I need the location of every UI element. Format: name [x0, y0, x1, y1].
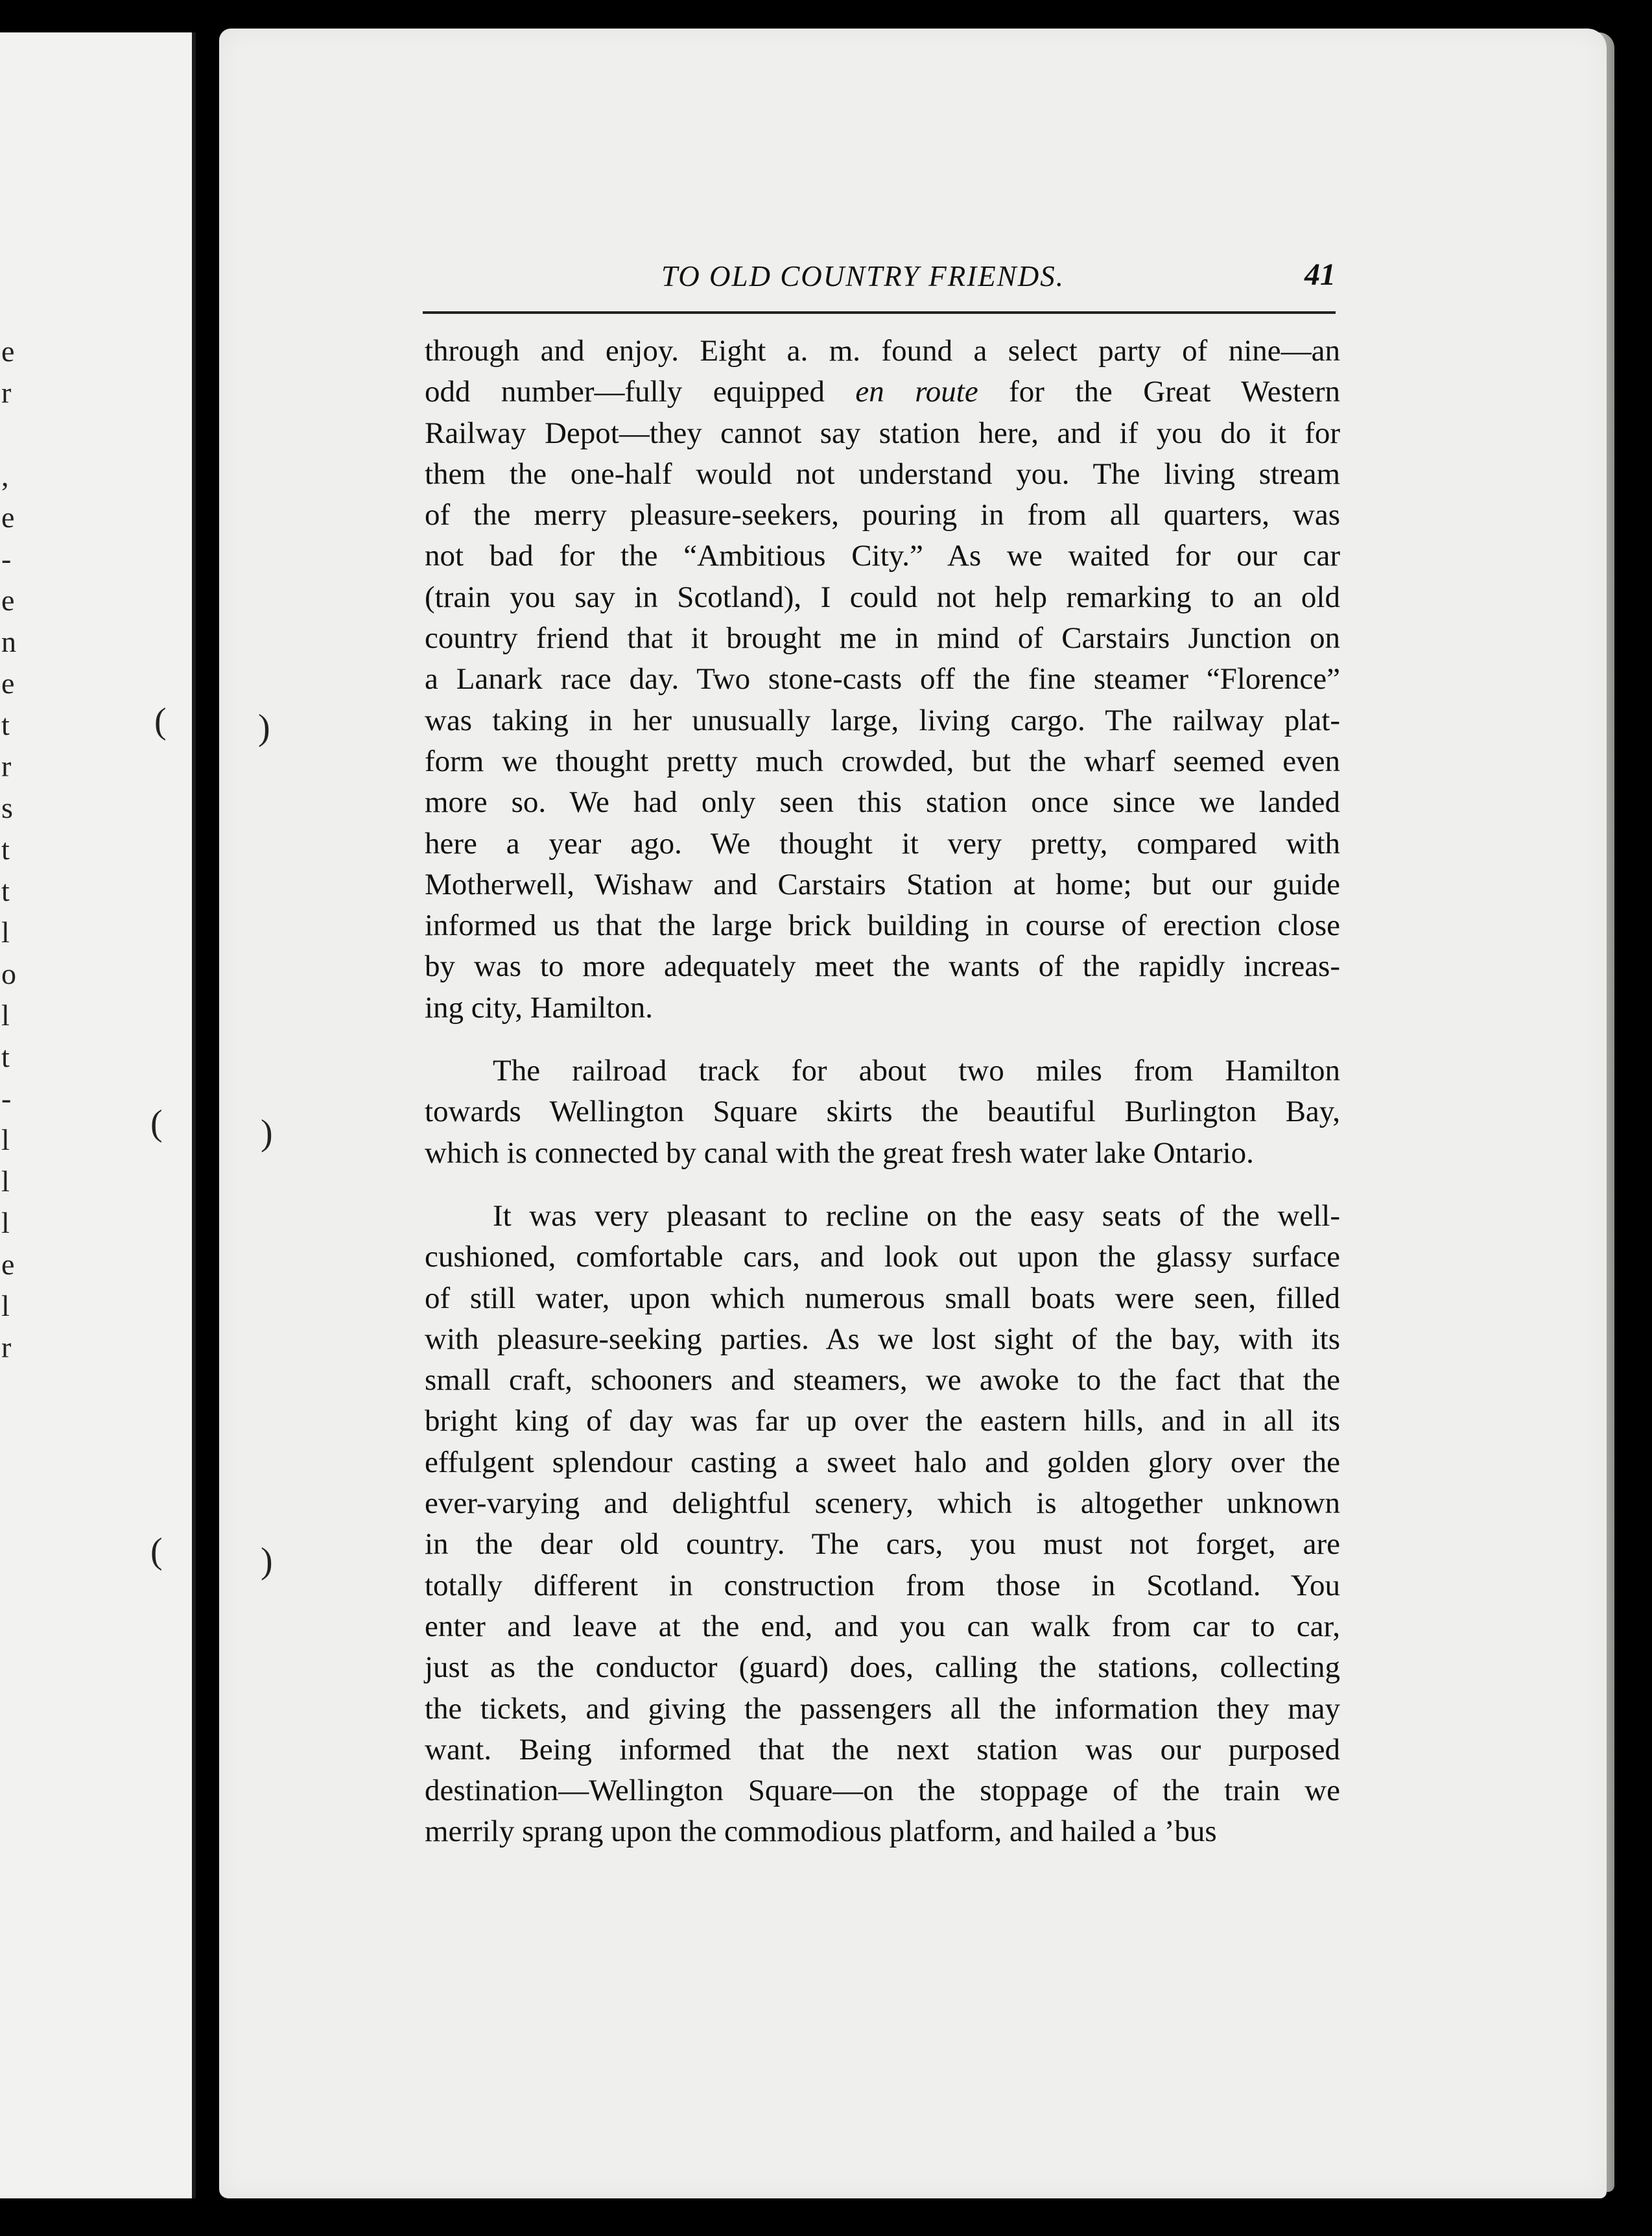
text-line: towards Wellington Square skirts the beautiful Burlington Bay,	[425, 1095, 1340, 1129]
text-line: the tickets, and giving the passengers all the information they may	[425, 1691, 1340, 1726]
text-line: odd number—fully equipped en route for the Great Western	[425, 375, 1340, 409]
paragraph	[425, 1196, 1340, 1853]
text-line: It was very pleasant to recline on the easy seats of the well-	[493, 1198, 1340, 1233]
edge-letter: r	[1, 376, 12, 409]
gutter-mark: (	[154, 701, 167, 741]
text-line: more so. We had only seen this station once since we landed	[425, 785, 1340, 820]
text-line: just as the conductor (guard) does, calling the stations, collecting	[425, 1650, 1340, 1685]
text-line: (train you say in Scotland), I could not help remarking to an old	[425, 580, 1340, 614]
text-line: enter and leave at the end, and you can walk from car to car,	[425, 1609, 1340, 1643]
text-line: with pleasure-seeking parties. As we lost sight of the bay, with its	[425, 1322, 1340, 1356]
text-line: merrily sprang upon the commodious platform, and hailed a ’bus	[425, 1814, 1217, 1849]
edge-letter: l	[1, 1165, 10, 1198]
text-line: Railway Depot—they cannot say station here, and if you do it for	[425, 416, 1340, 450]
facing-page-letters	[0, 331, 18, 1368]
text-line: which is connected by canal with the great fresh water lake Ontario.	[425, 1136, 1254, 1170]
edge-letter: e	[1, 501, 15, 534]
edge-letter: r	[1, 750, 12, 783]
text-line: by was to more adequately meet the wants of the rapidly increas-	[425, 949, 1340, 984]
text-line: informed us that the large brick building in course of erection close	[425, 909, 1340, 943]
edge-letter: n	[1, 625, 16, 658]
edge-letter: e	[1, 584, 15, 617]
edge-letter: l	[1, 1289, 10, 1322]
text-line: them the one-half would not understand you. The living stream	[425, 457, 1340, 491]
paragraph	[425, 1051, 1340, 1174]
edge-letter: o	[1, 957, 16, 990]
text-line: want. Being informed that the next station was our purposed	[425, 1732, 1340, 1766]
text-line: ing city, Hamilton.	[425, 990, 654, 1025]
text-line: country friend that it brought me in mind of Carstairs Junction on	[425, 621, 1340, 656]
text-line: not bad for the “Ambitious City.” As we waited for our car	[425, 539, 1340, 573]
facing-page-edge	[0, 32, 196, 2198]
text-line: effulgent splendour casting a sweet halo and golden glory over the	[425, 1445, 1340, 1479]
text-line: Motherwell, Wishaw and Carstairs Station at home; but our guide	[425, 867, 1340, 901]
edge-letter: t	[1, 874, 10, 907]
edge-letter: l	[1, 1206, 10, 1239]
edge-letter: e	[1, 1248, 15, 1281]
text-line: The railroad track for about two miles from Hamilton	[493, 1054, 1340, 1088]
text-line: was taking in her unusually large, living cargo. The railway plat-	[425, 703, 1340, 737]
text-line: cushioned, comfortable cars, and look out upon the glassy surface	[425, 1240, 1340, 1274]
gutter-mark: (	[150, 1531, 163, 1571]
text-line: totally different in construction from those in Scotland. You	[425, 1568, 1340, 1602]
body-text	[425, 331, 1340, 1853]
text-line: small craft, schooners and steamers, we awoke to the fact that the	[425, 1363, 1340, 1398]
edge-letter: s	[1, 791, 13, 824]
edge-letter: t	[1, 1040, 10, 1073]
edge-letter: r	[1, 1331, 12, 1364]
header-rule	[423, 311, 1336, 314]
text-line: here a year ago. We thought it very pretty, compared with	[425, 826, 1340, 861]
edge-letter: l	[1, 1123, 10, 1156]
edge-letter: ,	[1, 459, 9, 492]
text-line: form we thought pretty much crowded, but the wharf seemed even	[425, 744, 1340, 778]
edge-letter: e	[1, 335, 15, 368]
text-line: a Lanark race day. Two stone-casts off the fine steamer “Florence”	[425, 662, 1340, 696]
running-header: TO OLD COUNTRY FRIENDS.	[661, 260, 1065, 292]
text-line: of the merry pleasure-seekers, pouring in from all quarters, was	[425, 498, 1340, 532]
gutter-mark: (	[150, 1103, 163, 1143]
text-line: through and enjoy. Eight a. m. found a select party of nine—an	[425, 334, 1340, 368]
text-line: in the dear old country. The cars, you must not forget, are	[425, 1527, 1340, 1562]
edge-letter: t	[1, 833, 10, 866]
gutter-mark: )	[261, 1541, 273, 1581]
edge-letter	[1, 414, 18, 455]
text-line: ever-varying and delightful scenery, which is altogether unknown	[425, 1486, 1340, 1521]
text-line: of still water, upon which numerous small boats were seen, filled	[425, 1281, 1340, 1315]
edge-letter: t	[1, 708, 10, 741]
edge-letter: e	[1, 667, 15, 700]
edge-letter: -	[1, 1082, 12, 1115]
page-number: 41	[1304, 257, 1336, 292]
edge-letter: l	[1, 916, 10, 949]
edge-letter: l	[1, 999, 10, 1032]
gutter-mark: )	[261, 1113, 273, 1153]
text-line: destination—Wellington Square—on the stoppage of the train we	[425, 1774, 1340, 1808]
paragraph	[425, 331, 1340, 1029]
text-line: bright king of day was far up over the eastern hills, and in all its	[425, 1404, 1340, 1438]
edge-letter: -	[1, 542, 12, 575]
gutter-mark: )	[258, 708, 270, 748]
